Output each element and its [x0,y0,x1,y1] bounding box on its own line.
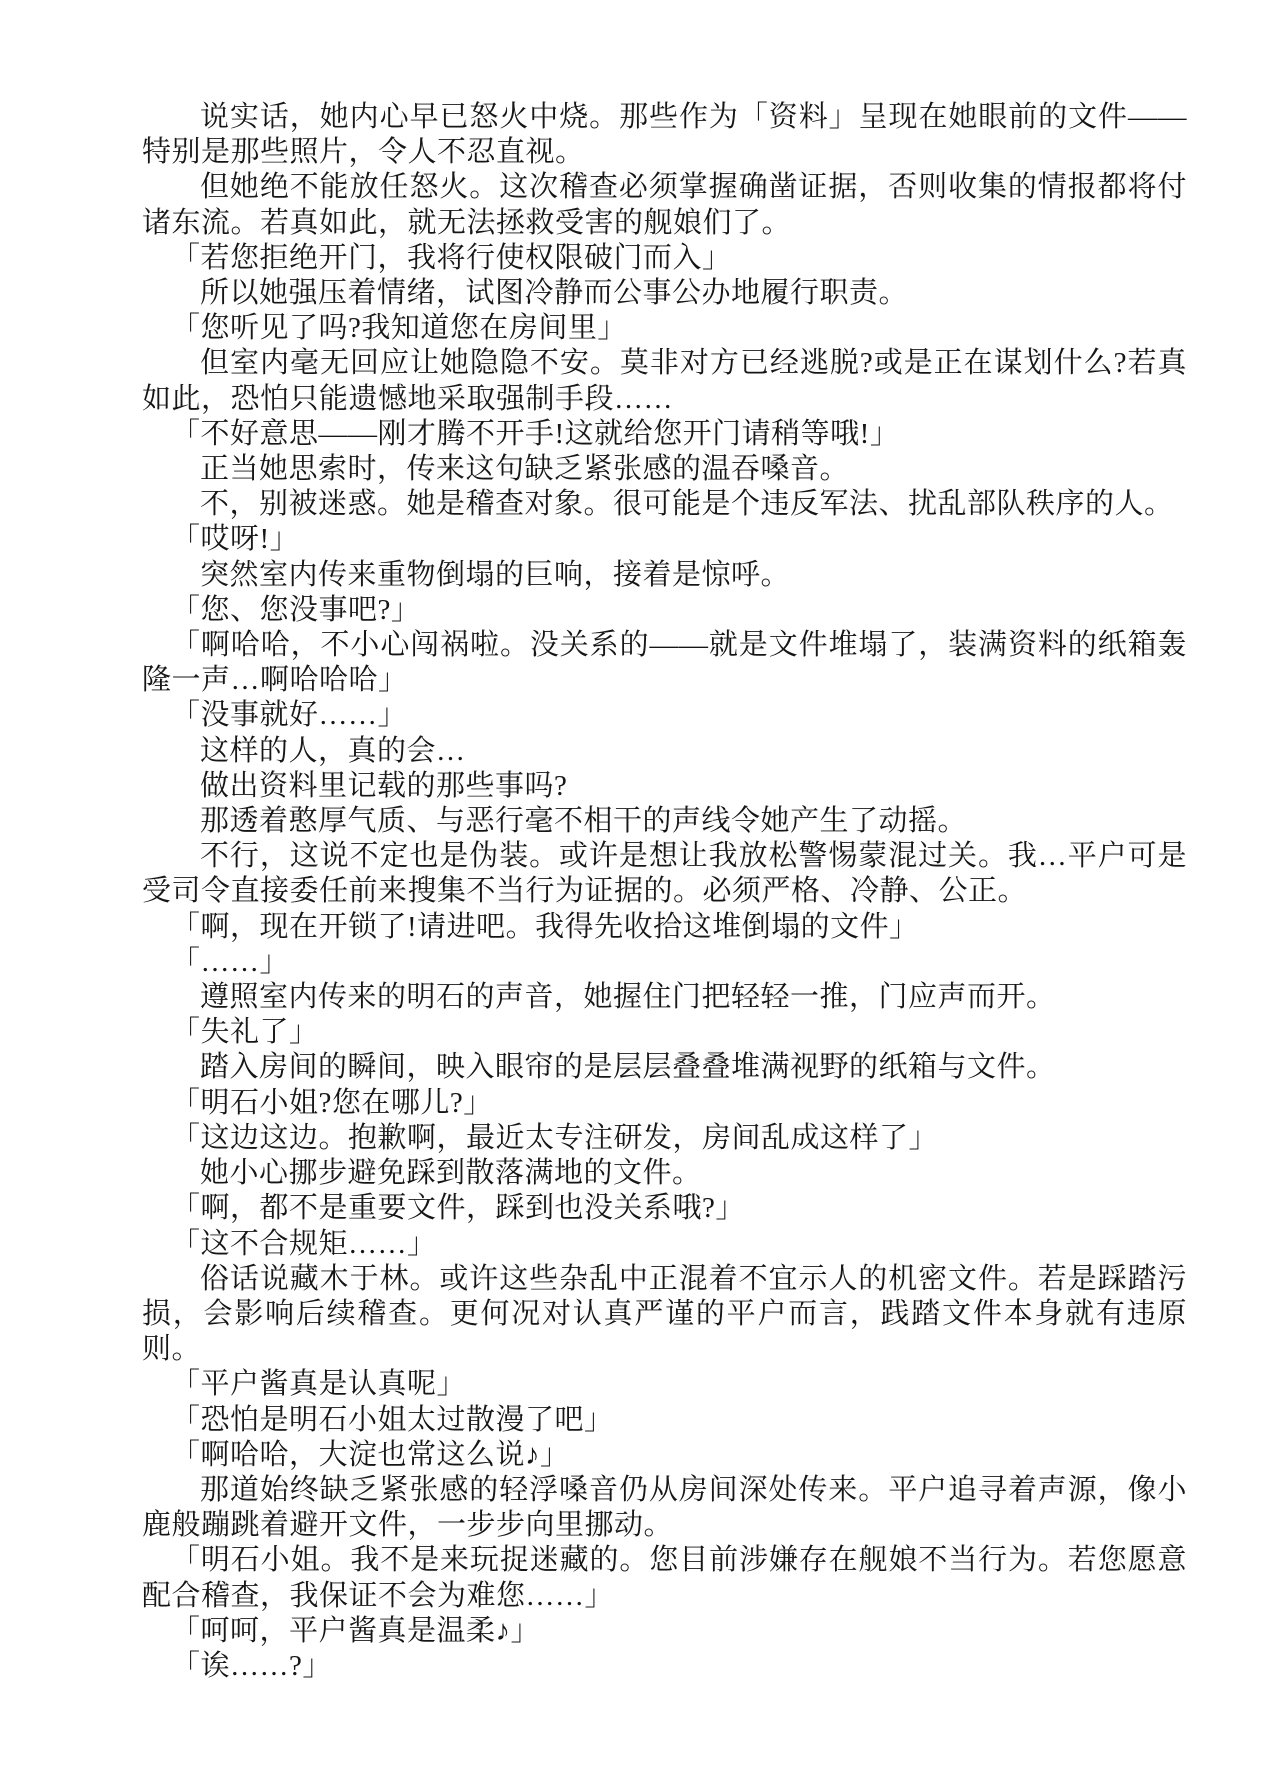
paragraph-narration: 正当她思索时，传来这句缺乏紧张感的温吞嗓音。 [200,453,850,486]
paragraph-dialogue: 「呵呵，平户酱真是温柔♪」 [171,1614,541,1647]
paragraph-dialogue: 「您、您没事吧?」 [171,593,421,626]
paragraph-narration: 她小心挪步避免踩到散落满地的文件。 [200,1157,702,1190]
paragraph-dialogue: 「啊，现在开锁了!请进吧。我得先收拾这堆倒塌的文件」 [171,910,919,943]
paragraph-narration: 但室内毫无回应让她隐隐不安。莫非对方已经逃脱?或是正在谋划什么?若真如此，恐怕只能遗憾地采取强制手段…… [142,347,1187,415]
paragraph-dialogue: 「您听见了吗?我知道您在房间里」 [171,312,627,345]
paragraph-narration: 不行，这说不定也是伪装。或许是想让我放松警惕蒙混过关。我…平户可是受司令直接委任前来搜集不当行为证据的。必须严格、冷静、公正。 [142,840,1187,908]
paragraph-dialogue: 「明石小姐?您在哪儿?」 [171,1086,493,1119]
paragraph-dialogue: 「哎呀!」 [171,523,300,556]
paragraph-dialogue: 「没事就好……」 [171,699,408,732]
paragraph-narration: 所以她强压着情绪，试图冷静而公事公办地履行职责。 [200,277,909,310]
paragraph-dialogue: 「失礼了」 [171,1016,319,1049]
paragraph-narration: 踏入房间的瞬间，映入眼帘的是层层叠叠堆满视野的纸箱与文件。 [200,1051,1056,1084]
text-body [142,100,1187,1684]
paragraph-narration: 这样的人，真的会… [200,734,466,767]
paragraph-dialogue: 「不好意思——刚才腾不开手!这就给您开门请稍等哦!」 [171,417,900,450]
paragraph-narration: 那透着憨厚气质、与恶行毫不相干的声线令她产生了动摇。 [200,805,968,838]
paragraph-dialogue: 「明石小姐。我不是来玩捉迷藏的。您目前涉嫌存在舰娘不当行为。若您愿意配合稽查，我保证不会为难您……」 [142,1544,1187,1612]
paragraph-dialogue: 「若您拒绝开门，我将行使权限破门而入」 [171,241,732,274]
paragraph-narration: 做出资料里记载的那些事吗? [200,769,568,802]
paragraph-dialogue: 「恐怕是明石小姐太过散漫了吧」 [171,1403,614,1436]
paragraph-dialogue: 「啊，都不是重要文件，踩到也没关系哦?」 [171,1192,745,1225]
paragraph-narration: 但她绝不能放任怒火。这次稽查必须掌握确凿证据，否则收集的情报都将付诸东流。若真如此，就无法拯救受害的舰娘们了。 [142,171,1187,239]
paragraph-dialogue: 「这边这边。抱歉啊，最近太专注研发，房间乱成这样了」 [171,1121,939,1154]
paragraph-narration: 俗话说藏木于林。或许这些杂乱中正混着不宜示人的机密文件。若是踩踏污损，会影响后续稽查。更何况对认真严谨的平户而言，践踏文件本身就有违原则。 [142,1262,1187,1366]
paragraph-narration: 说实话，她内心早已怒火中烧。那些作为「资料」呈现在她眼前的文件——特别是那些照片，令人不忍直视。 [142,101,1187,169]
paragraph-narration: 不，别被迷惑。她是稽查对象。很可能是个违反军法、扰乱部队秩序的人。 [200,488,1174,521]
paragraph-dialogue: 「这不合规矩……」 [171,1227,437,1260]
paragraph-dialogue: 「啊哈哈，不小心闯祸啦。没关系的——就是文件堆塌了，装满资料的纸箱轰隆一声…啊哈哈哈」 [142,629,1187,697]
paragraph-dialogue: 「诶……?」 [171,1649,332,1682]
paragraph-narration: 突然室内传来重物倒塌的巨响，接着是惊呼。 [200,558,791,591]
paragraph-dialogue: 「啊哈哈，大淀也常这么说♪」 [171,1438,570,1471]
paragraph-dialogue: 「平户酱真是认真呢」 [171,1368,467,1401]
paragraph-dialogue: 「……」 [171,945,290,978]
paragraph-narration: 那道始终缺乏紧张感的轻浮嗓音仍从房间深处传来。平户追寻着声源，像小鹿般蹦跳着避开文件，一步步向里挪动。 [142,1473,1187,1542]
paragraph-narration: 遵照室内传来的明石的声音，她握住门把轻轻一推，门应声而开。 [200,981,1056,1014]
